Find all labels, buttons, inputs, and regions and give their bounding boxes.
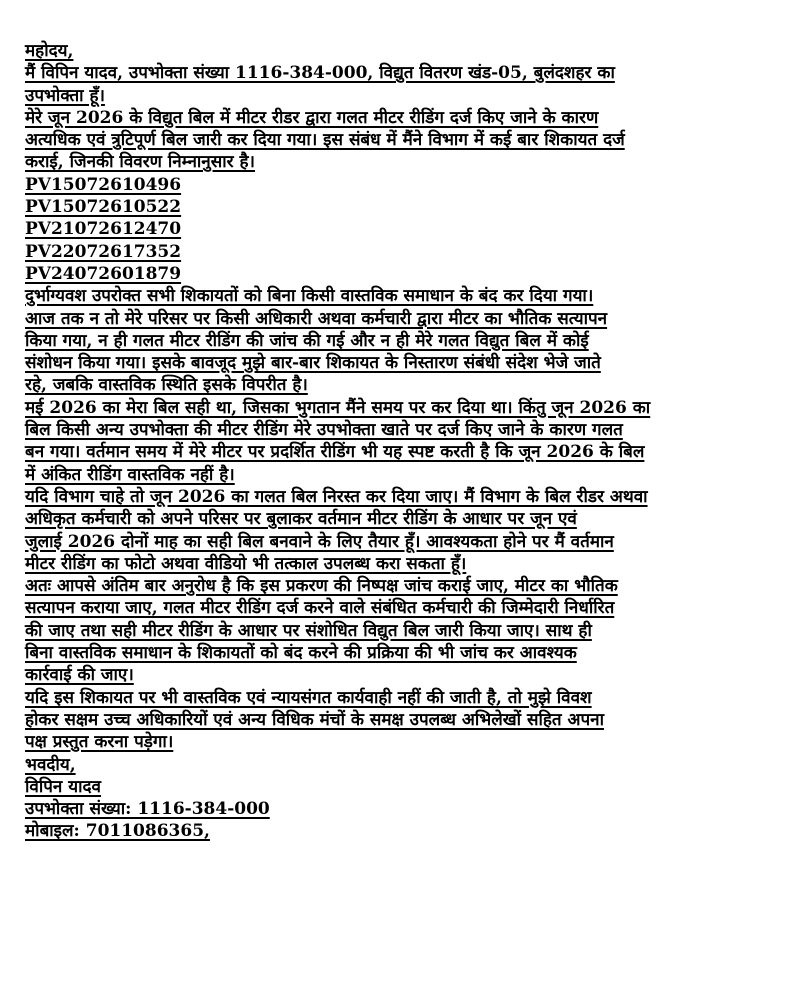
letter-line: बिल किसी अन्य उपभोक्ता की मीटर रीडिंग मेरे उपभोक्ता खाते पर दर्ज किए जाने के कारण गलत <box>25 420 623 441</box>
complaint-id: PV15072610496 <box>25 174 182 195</box>
complaint-id: PV24072601879 <box>25 263 182 284</box>
letter-line: यदि विभाग चाहे तो जून 2026 का गलत बिल निरस्त कर दिया जाए। मैं विभाग के बिल रीडर अथवा <box>25 486 648 507</box>
letter-line: में अंकित रीडिंग वास्तविक नहीं है। <box>25 464 235 485</box>
letter-line: रहे, जबकि वास्तविक स्थिति इसके विपरीत है। <box>25 375 308 396</box>
letter-line: अधिकृत कर्मचारी को अपने परिसर पर बुलाकर वर्तमान मीटर रीडिंग के आधार पर जून एवं <box>25 509 577 530</box>
letter-line: बन गया। वर्तमान समय में मेरे मीटर पर प्रदर्शित रीडिंग भी यह स्पष्ट करती है कि जून 2026 के बिल <box>25 442 645 463</box>
letter-line: संशोधन किया गया। इसके बावजूद मुझे बार-बार शिकायत के निस्तारण संबंधी संदेश भेजे जाते <box>25 353 601 374</box>
letter-line: होकर सक्षम उच्च अधिकारियों एवं अन्य विधिक मंचों के समक्ष उपलब्ध अभिलेखों सहित अपना <box>25 709 604 730</box>
complaint-letter <box>25 40 785 843</box>
letter-line: किया गया, न ही गलत मीटर रीडिंग की जांच की गई और न ही मेरे गलत विद्युत बिल में कोई <box>25 330 589 351</box>
letter-line: यदि इस शिकायत पर भी वास्तविक एवं न्यायसंगत कार्यवाही नहीं की जाती है, तो मुझे विवश <box>25 687 592 708</box>
complaint-id: PV22072617352 <box>25 241 182 262</box>
letter-line: आज तक न तो मेरे परिसर पर किसी अधिकारी अथवा कर्मचारी द्वारा मीटर का भौतिक सत्यापन <box>25 308 608 329</box>
salutation: महोदय, <box>25 41 74 61</box>
letter-line: जुलाई 2026 दोनों माह का सही बिल बनवाने के लिए तैयार हूँ। आवश्यकता होने पर मैं वर्तमान <box>25 531 614 552</box>
letter-line: मैं विपिन यादव, उपभोक्ता संख्या 1116-384-000, विद्युत वितरण खंड-05, बुलंदशहर का <box>25 63 615 84</box>
consumer-number: उपभोक्ता संख्या: 1116-384-000 <box>25 799 270 820</box>
letter-line: उपभोक्ता हूँ। <box>25 85 105 106</box>
signature-name: विपिन यादव <box>25 776 102 797</box>
letter-line: अतः आपसे अंतिम बार अनुरोध है कि इस प्रकरण की निष्पक्ष जांच कराई जाए, मीटर का भौतिक <box>25 576 618 597</box>
letter-line: मेरे जून 2026 के विद्युत बिल में मीटर रीडर द्वारा गलत मीटर रीडिंग दर्ज किए जाने के कारण <box>25 107 599 128</box>
letter-line: कार्रवाई की जाए। <box>25 665 134 686</box>
complaint-id: PV15072610522 <box>25 197 182 218</box>
letter-line: मीटर रीडिंग का फोटो अथवा वीडियो भी तत्काल उपलब्ध करा सकता हूँ। <box>25 553 467 574</box>
letter-line: कराई, जिनकी विवरण निम्नानुसार है। <box>25 152 255 173</box>
mobile-number: मोबाइल: 7011086365, <box>25 821 210 842</box>
closing: भवदीय, <box>25 754 76 775</box>
letter-line: सत्यापन कराया जाए, गलत मीटर रीडिंग दर्ज करने वाले संबंधित कर्मचारी की जिम्मेदारी निर्धारित <box>25 598 615 619</box>
letter-line: अत्यधिक एवं त्रुटिपूर्ण बिल जारी कर दिया गया। इस संबंध में मैंने विभाग में कई बार शिकायत दर्ज <box>25 130 625 151</box>
letter-line: बिना वास्तविक समाधान के शिकायतों को बंद करने की प्रक्रिया की भी जांच कर आवश्यक <box>25 643 577 664</box>
letter-line: की जाए तथा सही मीटर रीडिंग के आधार पर संशोधित विद्युत बिल जारी किया जाए। साथ ही <box>25 620 592 641</box>
letter-line: दुर्भाग्यवश उपरोक्त सभी शिकायतों को बिना किसी वास्तविक समाधान के बंद कर दिया गया। <box>25 286 594 307</box>
complaint-id: PV21072612470 <box>25 219 182 240</box>
letter-line: पक्ष प्रस्तुत करना पड़ेगा। <box>25 732 174 753</box>
letter-line: मई 2026 का मेरा बिल सही था, जिसका भुगतान मैंने समय पर कर दिया था। किंतु जून 2026 का <box>25 397 651 418</box>
